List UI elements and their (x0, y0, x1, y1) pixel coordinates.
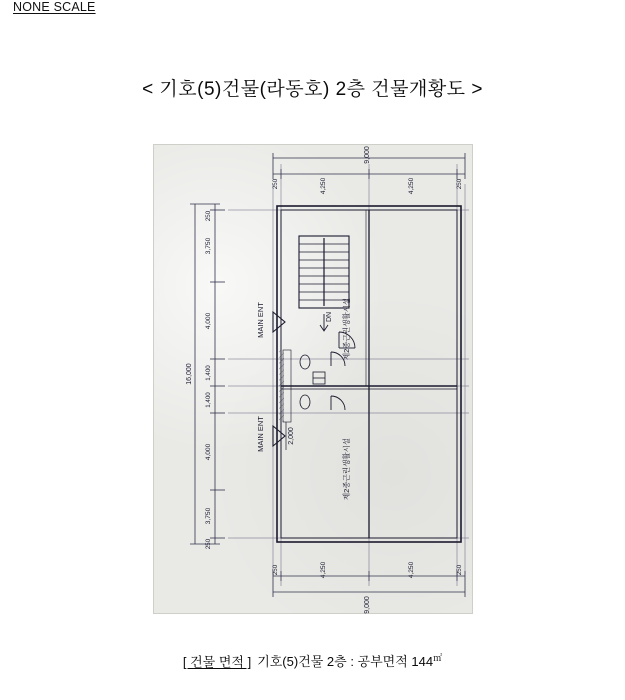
dim-top-1: 250 (272, 178, 279, 190)
dim-bottom-1: 250 (272, 564, 279, 576)
page-title: < 기호(5)건물(라동호) 2층 건물개황도 > (142, 79, 483, 100)
area-note-label: [ 건물 면적 ] (182, 654, 252, 670)
building-plan-drawing (153, 144, 473, 614)
svg-text:2,000: 2,000 (288, 427, 295, 445)
dim-top-2: 4,250 (320, 177, 327, 195)
dim-bottom-2: 4,250 (320, 561, 327, 579)
room-label-upper: 제2종근린생활시설 (342, 297, 351, 361)
dim-left-7: 3,750 (205, 507, 212, 525)
dim-overall-height: 16,000 (186, 363, 193, 385)
dim-top-3: 4,250 (408, 177, 415, 195)
dim-left-6: 4,000 (205, 443, 212, 461)
svg-text:MAIN ENT: MAIN ENT (256, 302, 265, 338)
dim-left-8: 250 (205, 538, 212, 550)
svg-text:MAIN ENT: MAIN ENT (256, 416, 265, 452)
area-note (0, 651, 625, 670)
dim-left-3: 4,000 (205, 312, 212, 330)
area-note-unit: ㎡ (433, 653, 443, 663)
dim-top-4: 250 (456, 178, 463, 190)
dim-bottom-3: 4,250 (408, 561, 415, 579)
dim-overall-width-bottom: 9,000 (364, 596, 371, 614)
dim-left-1: 250 (205, 210, 212, 222)
scale-note: NONE SCALE (13, 0, 96, 14)
dim-left-4: 1,400 (205, 365, 212, 381)
dim-bottom-4: 250 (456, 564, 463, 576)
room-label-lower: 제2종근린생활시설 (342, 437, 351, 501)
dim-left-2: 3,750 (205, 237, 212, 255)
main-entrance-lower (256, 416, 295, 452)
svg-text:DN: DN (326, 311, 333, 322)
dim-overall-width-top: 9,000 (364, 146, 371, 164)
dim-left-5: 1,400 (205, 392, 212, 408)
area-note-value: 기호(5)건물 2층 : 공부면적 144 (257, 654, 434, 670)
